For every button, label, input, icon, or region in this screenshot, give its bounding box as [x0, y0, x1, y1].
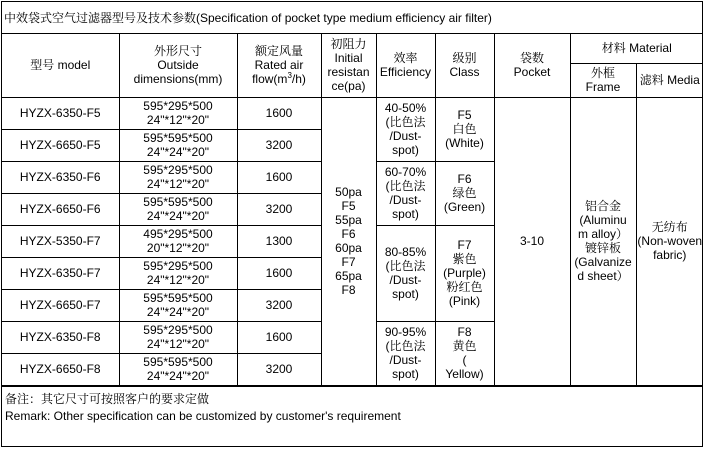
frame-cell: 铝合金 (Aluminu m alloy） 镀锌板 (Galvanize d sheet） [570, 97, 636, 385]
airflow-cell: 1300 [237, 225, 321, 257]
remarks [2, 386, 702, 425]
header-resistance: 初阻力 Initial resistan ce(pa) [321, 34, 376, 97]
airflow-cell: 1600 [237, 161, 321, 193]
model-cell: HYZX-5350-F7 [2, 225, 119, 257]
header-model: 型号 model [2, 34, 119, 97]
pocket-cell: 3-10 [494, 97, 570, 385]
efficiency-cell-f7: 80-85% (比色法 /Dust- spot) [376, 225, 435, 321]
remark-chinese: 备注：其它尺寸可按照客户的要求定做 [5, 391, 210, 406]
airflow-cell: 3200 [237, 193, 321, 225]
dimensions-cell: 595*295*500 24"*12"*20" [119, 257, 237, 289]
model-cell: HYZX-6350-F5 [2, 97, 119, 129]
header-pocket: 袋数 Pocket [494, 34, 570, 97]
dimensions-cell: 595*595*500 24"*24"*20" [119, 353, 237, 385]
header-efficiency: 效率 Efficiency [376, 34, 435, 97]
class-cell-f6: F6 绿色 (Green) [435, 161, 494, 225]
header-media: 滤料 Media [636, 63, 703, 97]
media-cell: 无纺布 (Non-woven fabric) [636, 97, 703, 385]
airflow-cell: 3200 [237, 129, 321, 161]
header-material: 材料 Material [570, 34, 703, 63]
header-class: 级别 Class [435, 34, 494, 97]
dimensions-cell: 595*295*500 24"*12"*20" [119, 161, 237, 193]
spec-sheet [1, 1, 703, 447]
header-dimensions: 外形尺寸 Outside dimensions(mm) [119, 34, 237, 97]
airflow-cell: 1600 [237, 321, 321, 353]
dimensions-cell: 595*595*500 24"*24"*20" [119, 129, 237, 161]
dimensions-cell: 595*295*500 24"*12"*20" [119, 97, 237, 129]
dimensions-cell: 595*295*500 24"*12"*20" [119, 321, 237, 353]
model-cell: HYZX-6350-F7 [2, 257, 119, 289]
airflow-cell: 1600 [237, 97, 321, 129]
efficiency-cell-f8: 90-95% (比色法 /Dust- spot) [376, 321, 435, 385]
dimensions-cell: 495*295*500 20"*12"*20" [119, 225, 237, 257]
airflow-cell: 3200 [237, 289, 321, 321]
efficiency-cell-f5: 40-50% (比色法 /Dust- spot) [376, 97, 435, 161]
model-cell: HYZX-6650-F5 [2, 129, 119, 161]
model-cell: HYZX-6350-F8 [2, 321, 119, 353]
airflow-cell: 1600 [237, 257, 321, 289]
dimensions-cell: 595*595*500 24"*24"*20" [119, 193, 237, 225]
remark-english: Remark: Other specification can be customized by customer's requirement [5, 408, 401, 423]
header-frame: 外框 Frame [570, 63, 636, 97]
spec-table [2, 34, 703, 386]
header-airflow: 额定风量 Rated air $flow(m^3/h)$ [237, 34, 321, 97]
model-cell: HYZX-6650-F8 [2, 353, 119, 385]
class-cell-f8: F8 黄色 ( Yellow) [435, 321, 494, 385]
model-cell: HYZX-6350-F6 [2, 161, 119, 193]
airflow-cell: 3200 [237, 353, 321, 385]
dimensions-cell: 595*595*500 24"*24"*20" [119, 289, 237, 321]
table-row [2, 97, 703, 129]
efficiency-cell-f6: 60-70% (比色法 /Dust- spot) [376, 161, 435, 225]
resistance-cell: 50pa F5 55pa F6 60pa F7 65pa F8 [321, 97, 376, 385]
class-cell-f5: F5 白色 (White) [435, 97, 494, 161]
model-cell: HYZX-6650-F6 [2, 193, 119, 225]
model-cell: HYZX-6650-F7 [2, 289, 119, 321]
class-cell-f7: F7 紫色 (Purple) 粉红色 (Pink) [435, 225, 494, 321]
sheet-title: 中效袋式空气过滤器型号及技术参数(Specification of pocket type medium efficiency air filter) [2, 2, 702, 34]
